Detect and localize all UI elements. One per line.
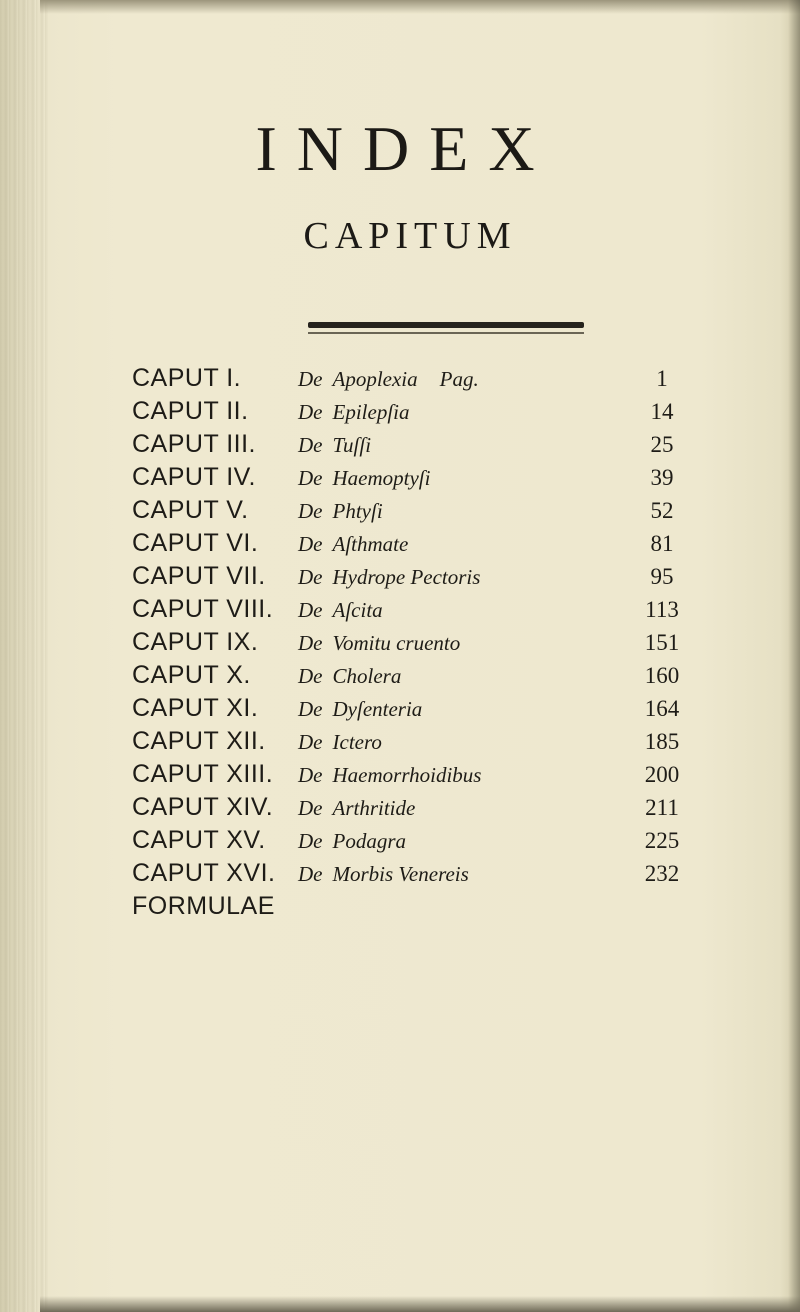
chapter-title-prefix: De [298,367,323,391]
chapter-label: CAPUT IV. [132,463,256,491]
toc-row [132,463,692,496]
chapter-title-group [298,433,371,458]
page-right-edge [788,0,800,1312]
chapter-title-group [298,466,430,491]
chapter-title-prefix: De [298,400,323,424]
toc-row [132,826,692,859]
chapter-title-group [298,367,479,392]
page-number: 185 [644,729,680,754]
chapter-label: CAPUT XII. [132,727,266,755]
index-title: INDEX [255,113,555,184]
chapter-title-prefix: De [298,499,323,523]
chapter-title-group [298,697,422,722]
chapter-title: Haemoptyſi [332,466,431,490]
chapter-label: CAPUT III. [132,430,257,458]
page-number: 81 [650,531,674,556]
page-top-edge [40,0,800,14]
chapter-title: Arthritide [332,796,416,820]
chapter-title-group [298,796,415,821]
chapter-title-prefix: De [298,796,323,820]
toc-row [132,694,692,727]
toc-row [132,496,692,529]
toc-row [132,793,692,826]
page-number: 14 [650,399,674,424]
page-number: 232 [644,861,680,886]
chapter-label: CAPUT X. [132,661,251,689]
toc-row [132,859,692,892]
toc-row [132,529,692,562]
chapter-title-group [298,829,406,854]
toc-row [132,562,692,595]
page-number: 151 [644,630,680,655]
chapter-title-group [298,631,460,656]
chapter-label: CAPUT XIII. [132,760,274,788]
toc-row [132,892,692,925]
chapter-label: CAPUT XI. [132,694,259,722]
toc-row [132,397,692,430]
chapter-title: Epilepſia [332,400,410,424]
index-subtitle: CAPITUM [303,215,517,257]
chapter-label: FORMULAE [132,892,275,920]
chapter-title: Haemorrhoidibus [332,763,482,787]
ornamental-rule-thin [308,332,584,334]
page-number: 200 [644,762,680,787]
chapter-title: Vomitu cruento [332,631,461,655]
page-binding-shadow [0,0,48,1312]
chapter-label: CAPUT II. [132,397,249,425]
chapter-title-prefix: De [298,697,323,721]
toc-row [132,727,692,760]
ornamental-rule [308,322,584,328]
page-number: 113 [645,597,679,622]
chapter-title: Aſcita [332,598,383,622]
chapter-title: Hydrope Pectoris [332,565,481,589]
toc-row [132,430,692,463]
chapter-label: CAPUT XV. [132,826,266,854]
chapter-label: CAPUT XVI. [132,859,276,887]
page-number: 225 [644,828,680,853]
chapter-label: CAPUT XIV. [132,793,274,821]
toc-row [132,760,692,793]
page-number: 160 [644,663,680,688]
chapter-title-prefix: De [298,598,323,622]
chapter-label: CAPUT IX. [132,628,259,656]
page-abbreviation: Pag. [439,367,479,391]
chapter-title: Ictero [332,730,382,754]
chapter-title-group [298,730,382,755]
chapter-title-group [298,532,408,557]
toc-row [132,628,692,661]
chapter-title-prefix: De [298,763,323,787]
page-number: 164 [644,696,680,721]
page-number: 39 [650,465,674,490]
chapter-title: Podagra [332,829,406,853]
chapter-title: Apoplexia [332,367,418,391]
page-number: 25 [650,432,674,457]
chapter-title-group [298,598,383,623]
chapter-label: CAPUT VII. [132,562,266,590]
page-number: 1 [656,366,668,391]
chapter-title: Aſthmate [332,532,409,556]
table-of-contents [132,364,692,925]
chapter-title: Dyſenteria [332,697,423,721]
page-number: 52 [650,498,674,523]
chapter-title-prefix: De [298,829,323,853]
chapter-title: Tuſſi [332,433,372,457]
chapter-title: Cholera [332,664,402,688]
chapter-title-group [298,565,480,590]
page-bottom-edge [40,1296,800,1312]
chapter-title-prefix: De [298,631,323,655]
chapter-title-prefix: De [298,730,323,754]
chapter-title-group [298,763,481,788]
page-number: 95 [650,564,674,589]
chapter-label: CAPUT VI. [132,529,259,557]
chapter-label: CAPUT VIII. [132,595,274,623]
chapter-title-prefix: De [298,433,323,457]
toc-row [132,661,692,694]
chapter-title-group [298,499,383,524]
page-number: 211 [645,795,679,820]
chapter-title-prefix: De [298,862,323,886]
chapter-title-group [298,400,410,425]
toc-row [132,595,692,628]
chapter-title: Phtyſi [332,499,383,523]
toc-row [132,364,692,397]
chapter-title-prefix: De [298,532,323,556]
chapter-title: Morbis Venereis [332,862,469,886]
chapter-title-prefix: De [298,466,323,490]
chapter-title-prefix: De [298,664,323,688]
chapter-title-group [298,862,469,887]
chapter-title-prefix: De [298,565,323,589]
chapter-label: CAPUT V. [132,496,249,524]
chapter-label: CAPUT I. [132,364,242,392]
chapter-title-group [298,664,401,689]
